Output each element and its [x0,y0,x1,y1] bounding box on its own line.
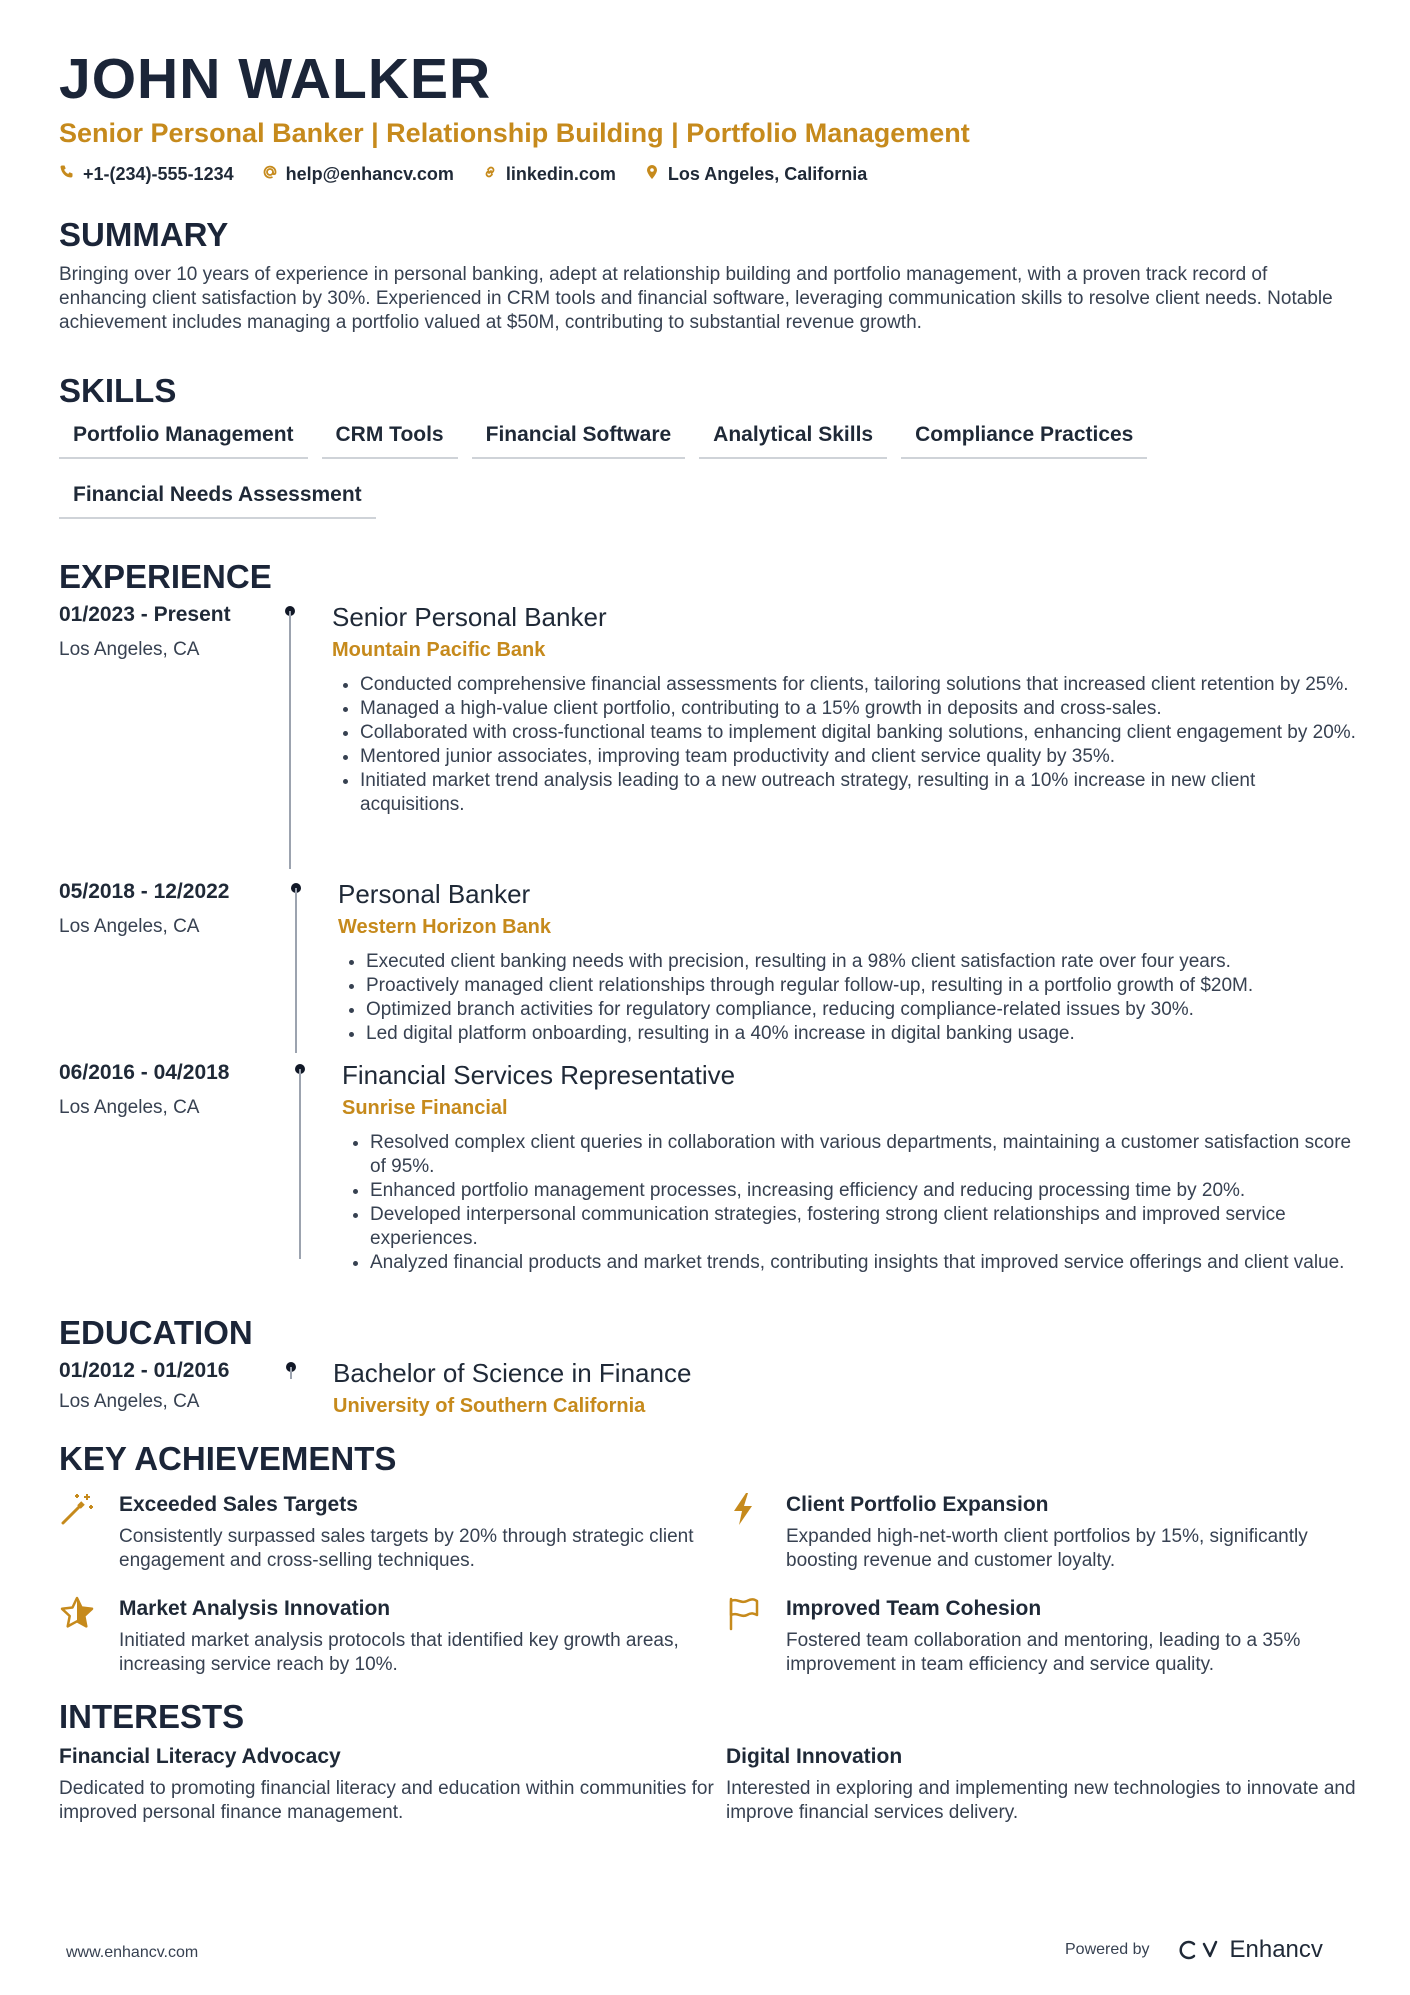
skills-list [59,423,1209,519]
bullet-item: • Executed client banking needs with precision, resulting in a 98% client satisfaction rate over four years. [366,950,1359,974]
skill-tag: Compliance Practices [901,423,1147,459]
contact-location [644,164,867,185]
bullet-item: • Developed interpersonal communication strategies, fostering strong client relationships and improved service experiences. [370,1203,1359,1251]
bullet-item: • Led digital platform onboarding, resulting in a 40% increase in digital banking usage. [366,1022,1359,1046]
lightning-icon [726,1491,766,1527]
entry-date: 06/2016 - 04/2018 [59,1061,230,1084]
achievement-desc: Consistently surpassed sales targets by 20% through strategic client engagement and cross-selling techniques. [119,1526,694,1571]
interests-title: INTERESTS [59,1698,245,1735]
entry-location: Los Angeles, CA [59,916,200,937]
bullet-item: • Optimized branch activities for regulatory compliance, reducing compliance-related issues by 30%. [366,998,1359,1022]
bullet-item: • Initiated market trend analysis leading to a new outreach strategy, resulting in a 10% increase in new client acquisitions. [360,769,1359,817]
linkedin-text: linkedin.com [505,164,616,184]
achievement-item [726,1595,1366,1677]
contact-row [59,164,1359,185]
bullet-item: • Analyzed financial products and market trends, contributing insights that improved service offerings and client value. [370,1251,1359,1275]
bullet-item: • Collaborated with cross-functional teams to implement digital banking solutions, enhancing client engagement by 20%. [360,721,1359,745]
skill-tag: Portfolio Management [59,423,308,459]
interest-desc: Interested in exploring and implementing new technologies to innovate and improve financial services delivery. [726,1778,1356,1823]
email-text: help@enhancv.com [285,164,454,184]
bullet-item: • Proactively managed client relationships through regular follow-up, resulting in a portfolio growth of $20M. [366,974,1359,998]
bullet-item: • Resolved complex client queries in collaboration with various departments, maintaining a customer satisfaction score of 95%. [370,1131,1359,1179]
interest-item [726,1743,1366,1825]
timeline-line [290,1367,292,1379]
achievement-title: Market Analysis Innovation [119,1597,391,1620]
bullet-item: • Managed a high-value client portfolio, contributing to a 15% growth in deposits and cross-sales. [360,697,1359,721]
interests-grid [59,1743,1359,1825]
location-text: Los Angeles, California [667,164,868,184]
timeline-line [299,1069,301,1259]
entry-bullets [342,1131,1359,1275]
achievement-item [59,1595,726,1677]
at-icon [262,164,278,185]
phone-text: +1-(234)-555-1234 [83,164,234,184]
link-icon [482,164,498,185]
achievement-item [59,1491,726,1573]
bullet-item: • Mentored junior associates, improving team productivity and client service quality by 35%. [360,745,1359,769]
achievement-title: Client Portfolio Expansion [786,1493,1049,1516]
summary-section [59,215,1359,335]
education-entry [59,1357,1359,1427]
achievements-section [59,1439,1359,1677]
footer-website[interactable]: www.enhancv.com [66,1944,199,1961]
achievement-desc: Initiated market analysis protocols that identified key growth areas, increasing service reach by 10%. [119,1630,679,1675]
powered-by-label: Powered by [1065,1941,1150,1958]
skills-title: SKILLS [59,372,177,409]
contact-phone[interactable] [59,164,234,185]
skills-section [59,371,1359,519]
experience-entry [59,878,1359,1059]
entry-bullets [338,950,1359,1046]
star-icon [59,1595,99,1631]
achievement-title: Exceeded Sales Targets [119,1493,358,1516]
candidate-name: JOHN WALKER [59,47,492,111]
education-date: 01/2012 - 01/2016 [59,1359,230,1382]
experience-section [59,557,1359,1299]
entry-company: Mountain Pacific Bank [332,639,546,661]
enhancv-logo-icon [1176,1938,1222,1962]
brand-name: Enhancv [1229,1936,1323,1963]
achievement-desc: Fostered team collaboration and mentoring, leading to a 35% improvement in team efficiency and service quality. [786,1630,1301,1675]
contact-linkedin[interactable] [482,164,616,185]
entry-location: Los Angeles, CA [59,639,200,660]
education-school: University of Southern California [333,1395,646,1417]
enhancv-logo[interactable] [1176,1936,1323,1964]
experience-entry [59,1059,1359,1299]
interest-desc: Dedicated to promoting financial literacy and education within communities for improved personal finance management. [59,1778,714,1823]
entry-date: 05/2018 - 12/2022 [59,880,230,903]
contact-email[interactable] [262,164,454,185]
summary-title: SUMMARY [59,216,229,253]
location-icon [644,164,660,185]
entry-role: Senior Personal Banker [332,602,607,632]
skill-tag: Financial Needs Assessment [59,483,376,519]
entry-role: Financial Services Representative [342,1060,736,1090]
achievement-desc: Expanded high-net-worth client portfolios by 15%, significantly boosting revenue and customer loyalty. [786,1526,1308,1571]
entry-company: Western Horizon Bank [338,916,551,938]
experience-entry [59,601,1359,878]
footer-branding [1065,1936,1323,1964]
entry-date: 01/2023 - Present [59,603,231,626]
skill-tag: CRM Tools [322,423,458,459]
timeline-line [295,888,297,1053]
skill-tag: Financial Software [472,423,686,459]
entry-location: Los Angeles, CA [59,1097,200,1118]
education-degree: Bachelor of Science in Finance [333,1358,692,1388]
achievements-title: KEY ACHIEVEMENTS [59,1440,397,1477]
interest-item [59,1743,726,1825]
education-location: Los Angeles, CA [59,1391,200,1412]
bullet-item: • Enhanced portfolio management processes, increasing efficiency and reducing processing time by 20%. [370,1179,1359,1203]
experience-title: EXPERIENCE [59,558,272,595]
entry-bullets [332,673,1359,817]
phone-icon [59,164,75,185]
magic-wand-icon [59,1491,99,1527]
resume-page [59,46,1359,1825]
flag-icon [726,1595,766,1631]
headline: Senior Personal Banker | Relationship Building | Portfolio Management [59,118,970,148]
education-title: EDUCATION [59,1314,253,1351]
entry-role: Personal Banker [338,879,531,909]
interest-title: Digital Innovation [726,1745,903,1768]
interest-title: Financial Literacy Advocacy [59,1745,341,1768]
skill-tag: Analytical Skills [699,423,887,459]
timeline-line [289,611,291,869]
summary-text: Bringing over 10 years of experience in personal banking, adept at relationship building and portfolio management, with a proven track record of enhancing client satisfaction by 30%. Experienced in CRM tools and financial software, leveraging communication skills to resolve client needs. Notable achievement includes managing a portfolio valued at $50M, contributing to substantial revenue growth. [59,264,1333,333]
achievement-item [726,1491,1366,1573]
entry-company: Sunrise Financial [342,1097,508,1119]
education-section [59,1313,1359,1427]
achievements-grid [59,1491,1359,1677]
interests-section [59,1697,1359,1825]
achievement-title: Improved Team Cohesion [786,1597,1042,1620]
bullet-item: • Conducted comprehensive financial assessments for clients, tailoring solutions that increased client retention by 25%. [360,673,1359,697]
